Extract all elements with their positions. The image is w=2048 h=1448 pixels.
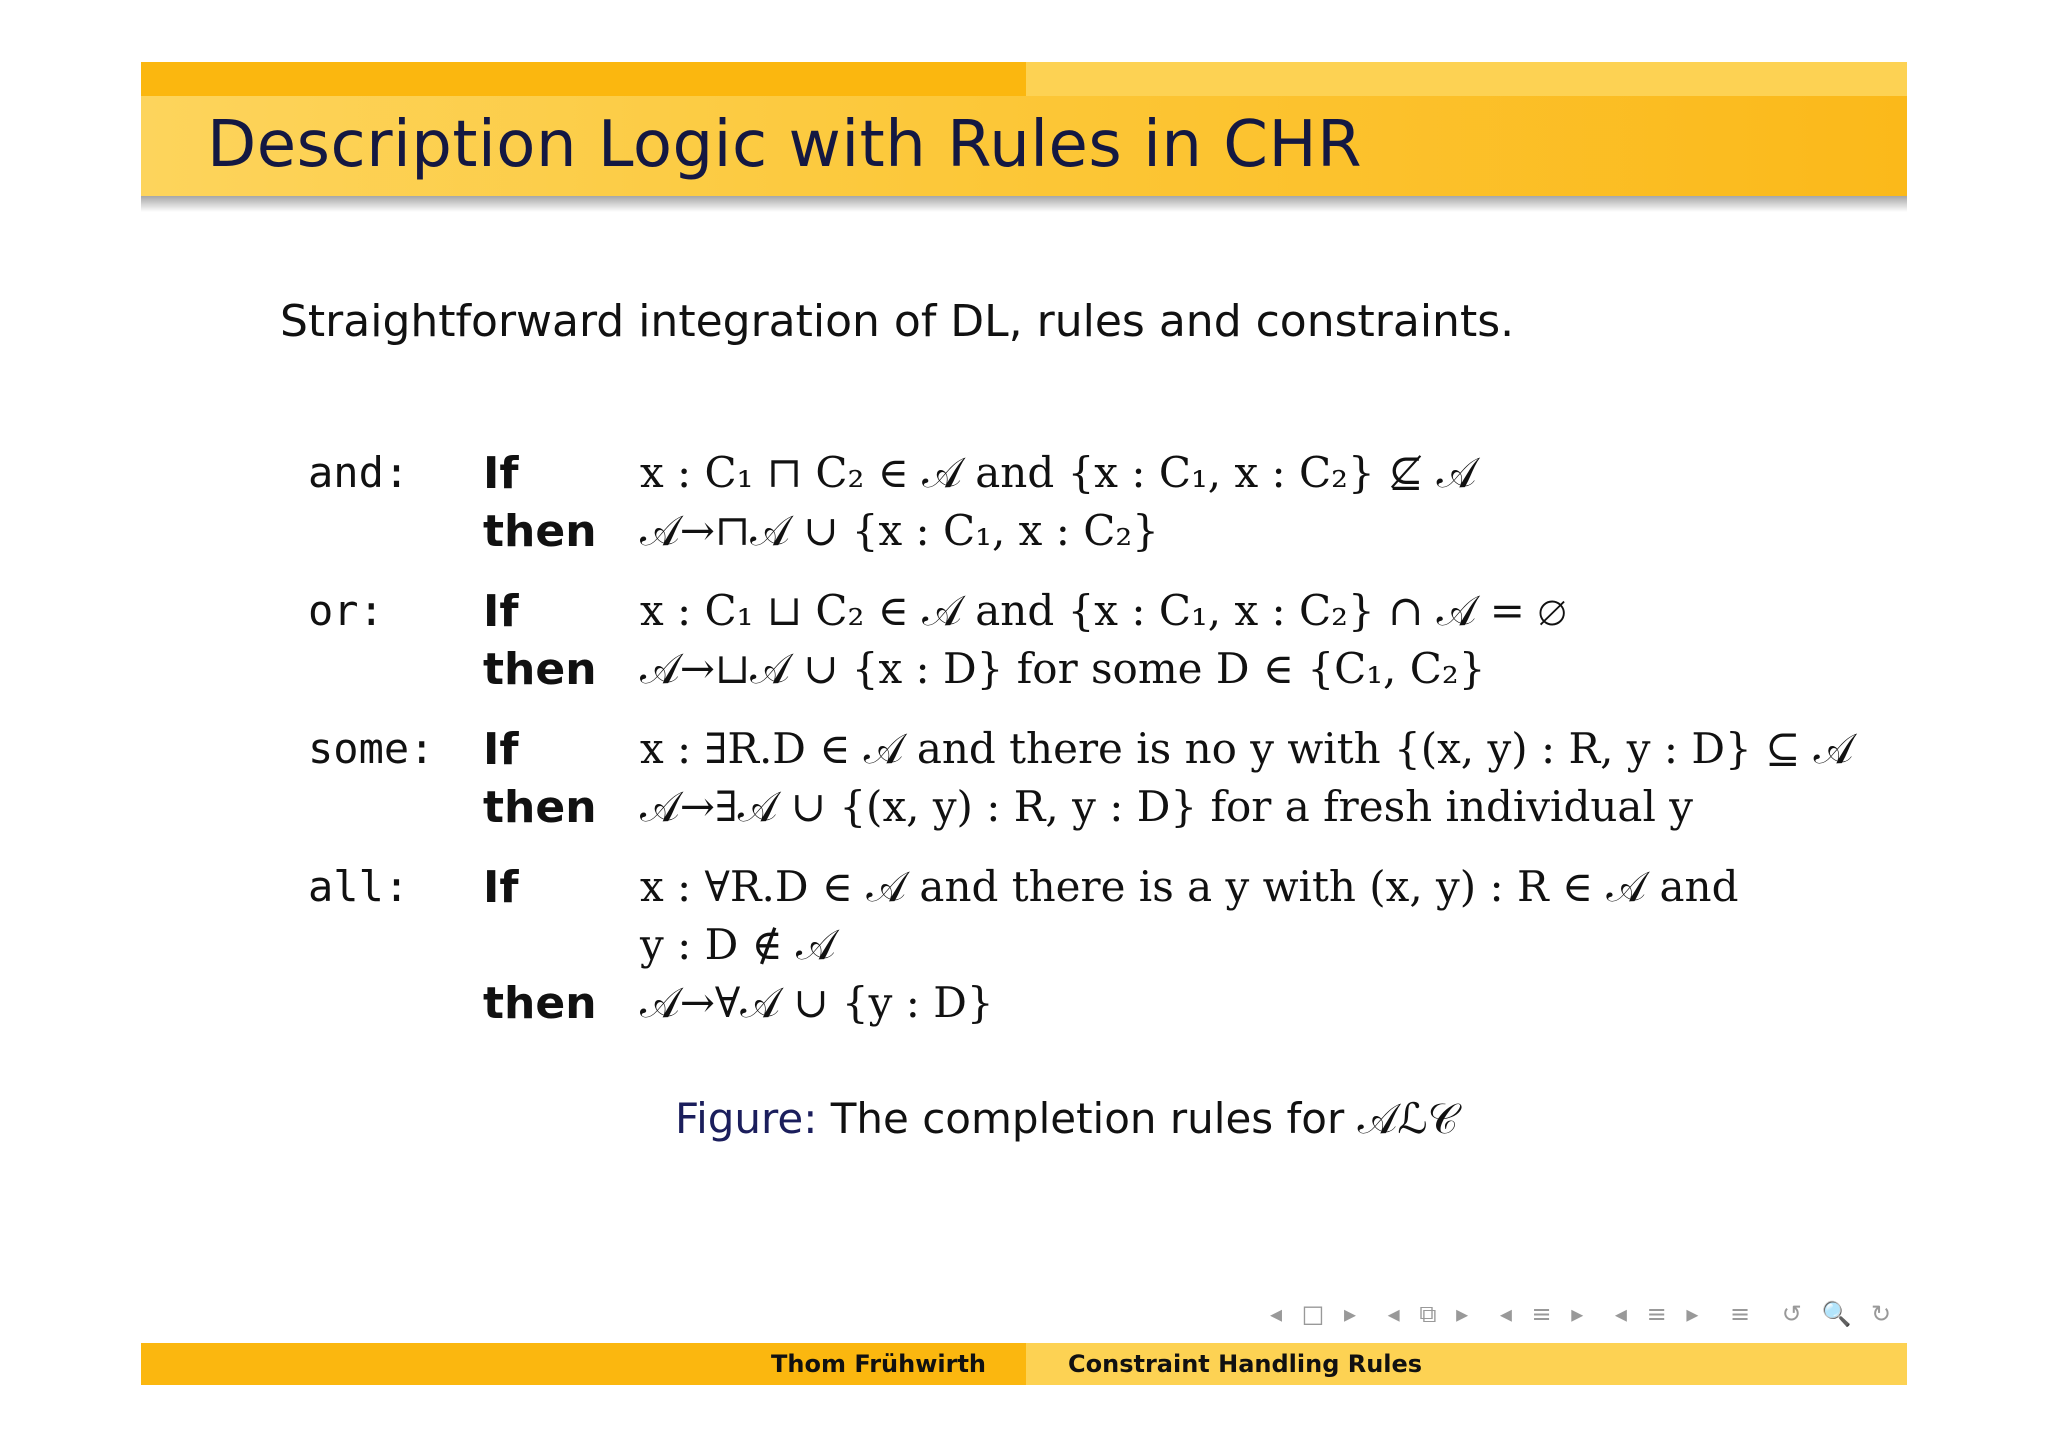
rule-condition-continued: y : D ∉ 𝒜 [640,920,836,969]
beamer-nav [1270,1300,1909,1328]
rule-keyword: If [483,448,519,499]
rule-name: or: [308,586,384,635]
rule-condition: x : ∀R.D ∈ 𝒜 and there is a y with (x, y) : R ∈ 𝒜 and [640,862,1739,911]
footer-title: Constraint Handling Rules [1068,1350,1423,1378]
rule-keyword: then [483,506,597,557]
intro-text: Straightforward integration of DL, rules and constraints. [280,296,1515,347]
rule-condition: x : ∃R.D ∈ 𝒜 and there is no y with {(x, y) : R, y : D} ⊆ 𝒜 [640,724,1854,773]
nav-undo-search-redo-icon[interactable]: ↺ 🔍 ↻ [1781,1300,1898,1328]
rule-name: and: [308,448,410,497]
rule-condition: x : C₁ ⊔ C₂ ∈ 𝒜 and {x : C₁, x : C₂} ∩ 𝒜 = ∅ [640,586,1567,635]
rule-keyword: If [483,724,519,775]
nav-toc-icon[interactable]: ≡ [1730,1300,1757,1328]
header-band-right [1026,62,1907,96]
nav-section-icon[interactable]: ◂ ≡ ▸ [1499,1300,1590,1328]
rule-keyword: then [483,978,597,1029]
nav-frame-icon[interactable]: ◂ □ ▸ [1270,1300,1363,1328]
footer-author: Thom Frühwirth [771,1350,986,1378]
rule-condition: x : C₁ ⊓ C₂ ∈ 𝒜 and {x : C₁, x : C₂} ⊈ 𝒜 [640,448,1477,497]
nav-subsection-list-icon[interactable]: ◂ ≡ ▸ [1614,1300,1705,1328]
header-band-left [141,62,1026,96]
rule-keyword: then [483,644,597,695]
rule-name: some: [308,724,435,773]
rule-action: 𝒜→∃𝒜 ∪ {(x, y) : R, y : D} for a fresh individual y [640,782,1693,831]
rule-action: 𝒜→∀𝒜 ∪ {y : D} [640,978,994,1027]
slide-title: Description Logic with Rules in CHR [207,108,1363,182]
rule-name: all: [308,862,410,911]
header-shadow [141,196,1907,212]
rule-keyword: then [483,782,597,833]
nav-subsection-icon[interactable]: ◂ ⧉ ▸ [1387,1300,1475,1328]
caption-text: The completion rules for 𝒜ℒ𝒞 [830,1094,1459,1143]
caption-label: Figure: [675,1094,818,1143]
rule-keyword: If [483,862,519,913]
rule-keyword: If [483,586,519,637]
figure-caption [675,1094,1458,1144]
footer-right [1026,1343,1907,1385]
footer-left [141,1343,1026,1385]
rule-action: 𝒜→⊔𝒜 ∪ {x : D} for some D ∈ {C₁, C₂} [640,644,1486,693]
rule-action: 𝒜→⊓𝒜 ∪ {x : C₁, x : C₂} [640,506,1159,555]
